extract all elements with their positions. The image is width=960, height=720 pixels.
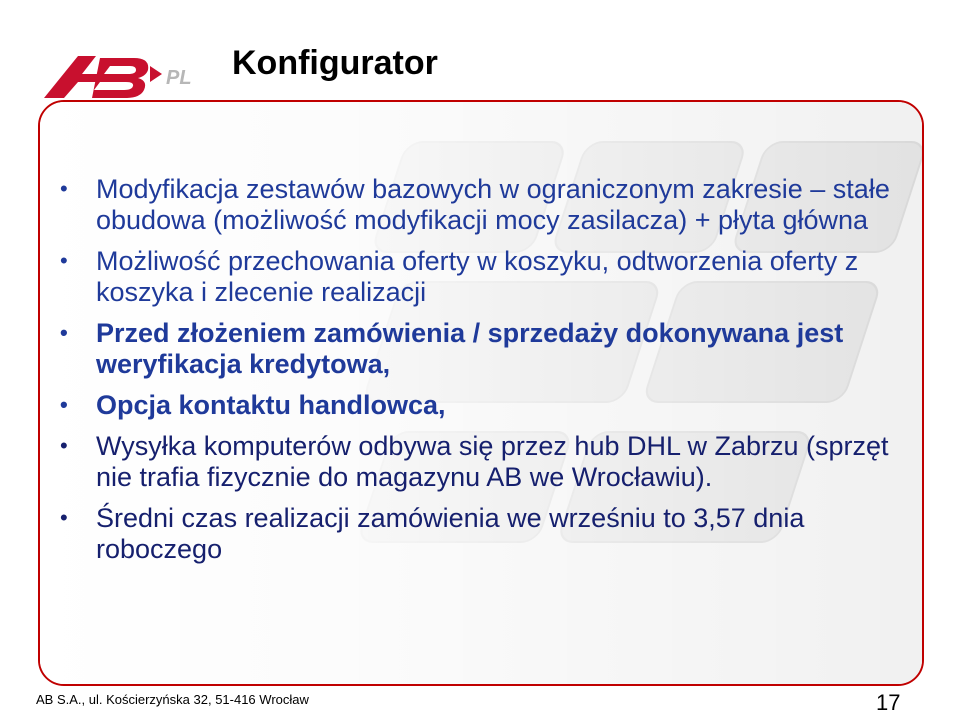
bullet-item [54, 174, 904, 236]
bullet-text: Przed złożeniem zamówienia / sprzedaży dokonywana jest weryfikacja kredytowa, [96, 318, 844, 379]
bullet-text: Modyfikacja zestawów bazowych w ograniczonym zakresie – stałe obudowa (możliwość modyfikacji mocy zasilacza) + płyta główna [96, 174, 890, 235]
bullet-text: Wysyłka komputerów odbywa się przez hub DHL w Zabrzu (sprzęt nie trafia fizycznie do magazynu AB we Wrocławiu). [96, 431, 889, 492]
bullet-item [54, 431, 904, 493]
bullet-dot-icon: • [60, 392, 68, 417]
bullet-list [54, 174, 904, 575]
bullet-item [54, 390, 904, 421]
logo-suffix: PL [166, 67, 192, 89]
bullet-dot-icon: • [60, 320, 68, 345]
bullet-dot-icon: • [60, 176, 68, 201]
footer-address: AB S.A., ul. Kościerzyńska 32, 51-416 Wrocław [36, 692, 309, 707]
bullet-dot-icon: • [60, 433, 68, 458]
bullet-item [54, 503, 904, 565]
bullet-item [54, 318, 904, 380]
content-panel [38, 100, 924, 686]
bullet-dot-icon: • [60, 505, 68, 530]
bullet-text: Możliwość przechowania oferty w koszyku, odtworzenia oferty z koszyka i zlecenie realizacji [96, 246, 859, 307]
bullet-dot-icon: • [60, 248, 68, 273]
bullet-text: Średni czas realizacji zamówienia we wrześniu to 3,57 dnia roboczego [96, 503, 805, 564]
page-number: 17 [876, 690, 901, 715]
slide-title: Konfigurator [232, 44, 438, 82]
bullet-item [54, 246, 904, 308]
bullet-text: Opcja kontaktu handlowca, [96, 390, 446, 420]
